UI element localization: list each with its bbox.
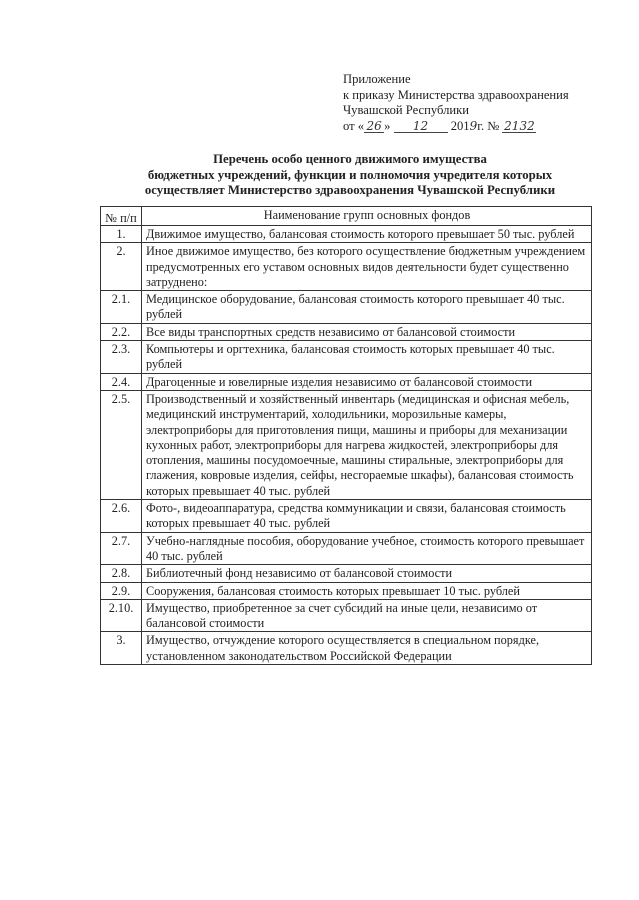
table-row <box>101 532 592 565</box>
table-row <box>101 632 592 665</box>
row-name: Компьютеры и оргтехника, балансовая стоимость которых превышает 40 тыс. рублей <box>142 341 592 374</box>
row-name: Учебно-наглядные пособия, оборудование учебное, стоимость которого превышает 40 тыс. рублей <box>142 532 592 565</box>
row-name: Имущество, приобретенное за счет субсидий на иные цели, независимо от балансовой стоимости <box>142 599 592 632</box>
order-number: 2132 <box>504 118 535 133</box>
date-day: 26 <box>364 120 384 133</box>
row-number: 2.4. <box>101 373 142 390</box>
row-number: 2.3. <box>101 341 142 374</box>
table-row <box>101 599 592 632</box>
row-number: 2.8. <box>101 565 142 582</box>
row-number: 2. <box>101 243 142 291</box>
annex-block <box>343 72 569 134</box>
table-row <box>101 226 592 243</box>
year-suffix: 9 <box>469 118 478 133</box>
table-row <box>101 341 592 374</box>
table-row <box>101 500 592 533</box>
document-title <box>100 152 600 199</box>
table-row <box>101 243 592 291</box>
number-prefix: г. № <box>477 118 500 133</box>
row-name: Все виды транспортных средств независимо от балансовой стоимости <box>142 323 592 340</box>
header-name: Наименование групп основных фондов <box>142 207 592 226</box>
table-row <box>101 582 592 599</box>
title-line-3: осуществляет Министерство здравоохранения Чувашской Республики <box>144 183 556 197</box>
row-name: Медицинское оборудование, балансовая стоимость которого превышает 40 тыс. рублей <box>142 291 592 324</box>
row-name: Библиотечный фонд независимо от балансовой стоимости <box>142 565 592 582</box>
row-name: Фото-, видеоаппаратура, средства коммуникации и связи, балансовая стоимость которых превышает 40 тыс. рублей <box>142 500 592 533</box>
assets-table <box>100 206 592 665</box>
table-row <box>101 323 592 340</box>
header-num: № п/п <box>101 207 142 226</box>
table-row <box>101 291 592 324</box>
row-name: Движимое имущество, балансовая стоимость которого превышает 50 тыс. рублей <box>142 226 592 243</box>
table-row <box>101 390 592 499</box>
row-number: 2.5. <box>101 390 142 499</box>
date-month: 12 <box>394 120 448 133</box>
date-mid: » <box>384 118 391 133</box>
row-number: 2.2. <box>101 323 142 340</box>
title-line-1: Перечень особо ценного движимого имущества <box>213 152 487 166</box>
row-name: Драгоценные и ювелирные изделия независимо от балансовой стоимости <box>142 373 592 390</box>
title-line-2: бюджетных учреждений, функции и полномочия учредителя которых <box>147 167 553 182</box>
row-name: Имущество, отчуждение которого осуществляется в специальном порядке, установленном законодательством Российской Федерации <box>142 632 592 665</box>
row-number: 2.7. <box>101 532 142 565</box>
annex-republic: Чувашской Республики <box>343 103 469 117</box>
row-number: 2.1. <box>101 291 142 324</box>
year-prefix: 201 <box>450 118 470 133</box>
annex-order-ref: к приказу Министерства здравоохранения <box>343 87 569 102</box>
table-row <box>101 565 592 582</box>
row-number: 2.10. <box>101 599 142 632</box>
row-number: 2.6. <box>101 500 142 533</box>
row-number: 2.9. <box>101 582 142 599</box>
row-number: 1. <box>101 226 142 243</box>
annex-title: Приложение <box>343 72 411 86</box>
row-name: Производственный и хозяйственный инвентарь (медицинская и офисная мебель, медицинский инструментарий, холодильники, морозильные камеры, электроприборы для приготовления пищи, машины и приборы для механизации кухонных работ, электроприборы для нагрева жидкостей, электроприборы для отопления, машины посудомоечные, машины стиральные, электроприборы для глажения, ковровые изделия, сейфы, несгораемые шкафы), балансовая стоимость которых превышает 40 тыс. рублей <box>142 390 592 499</box>
row-number: 3. <box>101 632 142 665</box>
table-header-row <box>101 207 592 226</box>
row-name: Иное движимое имущество, без которого осуществление бюджетным учреждением предусмотренных его уставом основных видов деятельности будет существенно затруднено: <box>142 243 592 291</box>
date-prefix: от « <box>343 118 365 133</box>
table-body <box>101 226 592 665</box>
row-name: Сооружения, балансовая стоимость которых превышает 10 тыс. рублей <box>142 582 592 599</box>
annex-date-line <box>343 119 569 135</box>
table-row <box>101 373 592 390</box>
